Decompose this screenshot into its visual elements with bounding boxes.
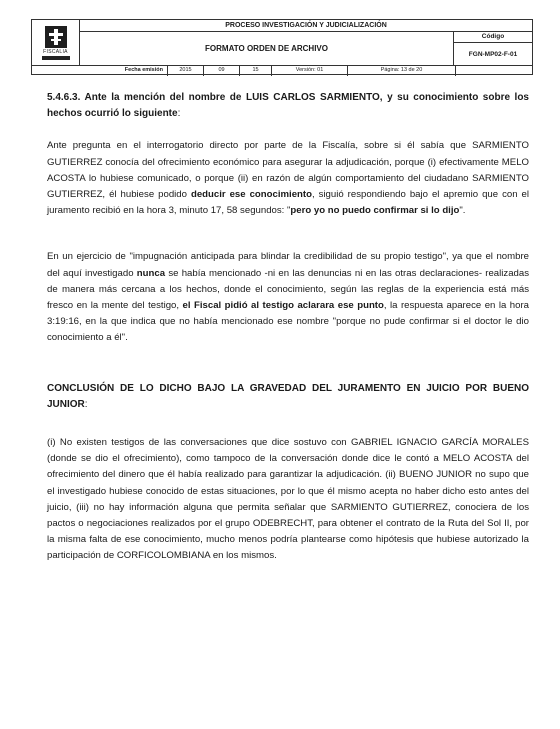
process-title: PROCESO INVESTIGACIÓN Y JUDICIALIZACIÓN xyxy=(80,20,532,32)
code-cell xyxy=(454,32,532,66)
paragraph-bold-quote: pero yo no puedo confirmar si lo dijo xyxy=(290,205,460,217)
emission-month: 09 xyxy=(204,66,240,76)
section-heading-text: CONCLUSIÓN DE LO DICHO BAJO LA GRAVEDAD DEL JURAMENTO EN JUICIO POR BUENO JUNIOR xyxy=(47,382,529,410)
document-header xyxy=(31,19,533,75)
section-heading-colon: : xyxy=(177,108,181,120)
code-value: FGN-MP02-F-01 xyxy=(468,50,518,58)
paragraph-text: , la respuesta aparece en la hora 3:19:16, en la que indica que no había mencionado ese nombre "porque no pude confirmar si el doctor le dio conocimiento a él". xyxy=(47,300,529,344)
document-body xyxy=(47,90,529,565)
form-title: FORMATO ORDEN DE ARCHIVO xyxy=(80,32,454,66)
section-heading-sarmiento xyxy=(47,90,529,122)
section-heading-text: 5.4.6.3. Ante la mención del nombre de LUIS CARLOS SARMIENTO, y su conocimiento sobre los hechos ocurrió lo siguiente xyxy=(47,92,529,120)
emission-day: 15 xyxy=(240,66,272,76)
paragraph-impugnacion xyxy=(47,249,529,346)
logo-bar xyxy=(42,56,70,60)
paragraph-text: se había mencionado -ni en las denuncias ni en las otras declaraciones- realizadas de manera más cercana a los hechos, donde el conocimiento, según las reglas de la experiencia está más fresco en la mente del testigo, xyxy=(47,267,530,312)
paragraph-bold: deducir ese conocimiento xyxy=(190,189,312,201)
paragraph-text: (i) No existen testigos de las conversaciones que dice sostuvo con GABRIEL IGNACIO GARCÍA MORALES (donde se dio el ofrecimiento), como tampoco de la conversación donde dice le contó a MELO ACOSTA del ofrecimiento del dinero que él había realizado para garantizar la adjudicación. (ii) BUENO JUNIOR no supo que el investigado hubiese conocido de estas situaciones, por lo que él mismo acepta no haber dicho esto antes del juicio, (iii) no hay información alguna que permita señalar que SARMIENTO GUTIERREZ, conociera de los pactos o negociaciones realizados por el grupo ODEBRECHT, para obtener el contrato de la Ruta del Sol II, por la misma falta de ese conocimiento, mucho menos podría plantearse como hipótesis que hubiese autorizado la participación de CORFICOLOMBIANA en los mismos. xyxy=(47,437,529,562)
paragraph-bold: el Fiscal pidió al testigo aclarara ese punto xyxy=(182,300,384,312)
emission-label: Fecha emisión xyxy=(32,66,168,76)
paragraph-bold: nunca xyxy=(136,267,166,279)
page-label: Página: 13 de 20 xyxy=(348,66,456,76)
fiscalia-logo xyxy=(32,20,80,66)
paragraph-text: ". xyxy=(459,205,466,217)
paragraph-text: Ante pregunta en el interrogatorio directo por parte de la Fiscalía, sobre si él sabía que SARMIENTO GUTIERREZ conocía del ofrecimiento económico para asegurar la adjudicación, porque (i) efectivamente MELO ACOSTA lo hubiese comunicado, o porque (ii) en razón de algún comportamiento del ciudadano SARMIENTO GUTIERREZ, él hubiese podido xyxy=(47,140,529,201)
paragraph-text: , siguió respondiendo bajo el apremio que con el juramento recibió en la hora 3, minuto 17, 58 segundos: " xyxy=(47,189,529,217)
paragraph-conclusion xyxy=(47,435,529,565)
logo-text: FISCALIA xyxy=(43,48,68,55)
section-heading-conclusion xyxy=(47,381,529,413)
section-heading-colon: : xyxy=(84,398,88,410)
meta-empty-cell xyxy=(456,66,534,76)
paragraph-interrogatorio xyxy=(47,138,529,219)
code-label: Código xyxy=(454,32,532,43)
paragraph-text: En un ejercicio de "impugnación anticipada para blindar la credibilidad de su propio testigo", ya que el nombre del aquí investigado xyxy=(47,251,529,279)
version-label: Versión: 01 xyxy=(272,66,348,76)
meta-row xyxy=(32,66,532,76)
emission-year: 2015 xyxy=(168,66,204,76)
fiscalia-emblem-icon xyxy=(45,26,67,48)
